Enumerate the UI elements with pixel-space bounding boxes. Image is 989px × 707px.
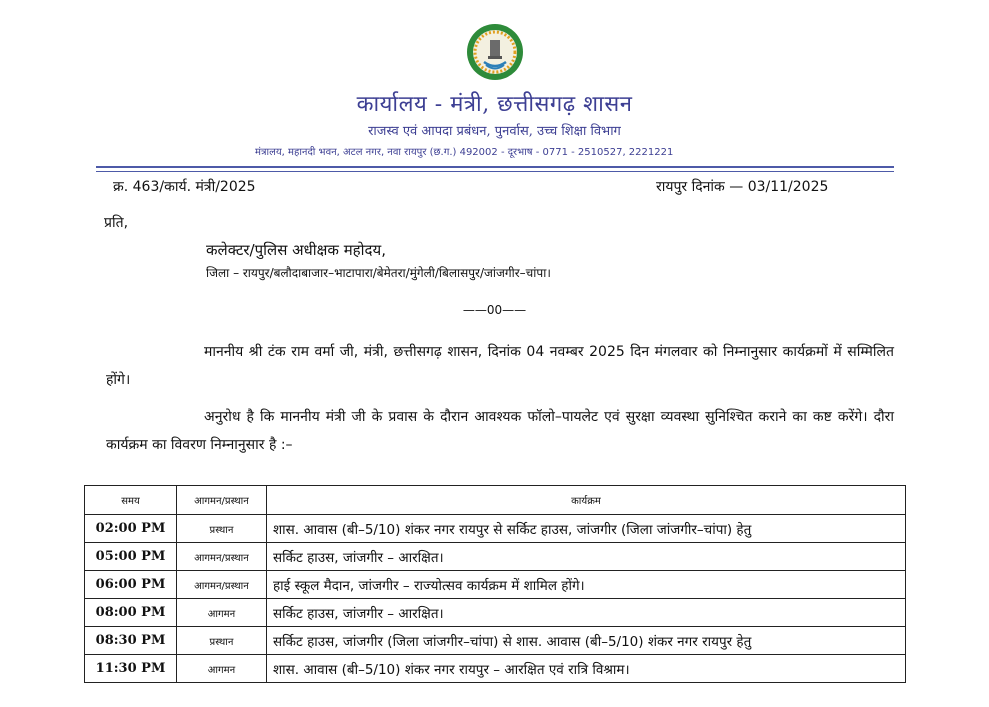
addressee: कलेक्टर/पुलिस अधीक्षक महोदय, xyxy=(206,241,386,259)
table-row xyxy=(85,515,906,543)
to-label: प्रति, xyxy=(104,215,129,231)
row-time: 02:00 PM xyxy=(85,515,177,543)
row-time: 11:30 PM xyxy=(85,655,177,683)
row-time: 06:00 PM xyxy=(85,571,177,599)
header-rule-thick xyxy=(96,166,894,168)
header-program: कार्यक्रम xyxy=(267,486,906,515)
row-program: सर्किट हाउस, जांजगीर – आरक्षित। xyxy=(267,543,906,571)
schedule-table xyxy=(84,485,906,683)
header-time: समय xyxy=(85,486,177,515)
row-type: प्रस्थान xyxy=(177,515,267,543)
row-type: प्रस्थान xyxy=(177,627,267,655)
chhattisgarh-emblem-icon xyxy=(466,22,524,82)
row-program: सर्किट हाउस, जांजगीर (जिला जांजगीर–चांपा) से शास. आवास (बी–5/10) शंकर नगर रायपुर हेतु xyxy=(267,627,906,655)
place-date: रायपुर दिनांक — 03/11/2025 xyxy=(656,179,829,195)
row-time: 05:00 PM xyxy=(85,543,177,571)
header-rule-thin xyxy=(96,171,894,172)
header-arrival-departure: आगमन/प्रस्थान xyxy=(177,486,267,515)
office-address: मंत्रालय, महानदी भवन, अटल नगर, नवा रायपुर (छ.ग.) 492002 - दूरभाष - 0771 - 2510527, 2221221 xyxy=(255,147,674,158)
table-row xyxy=(85,655,906,683)
row-type: आगमन xyxy=(177,655,267,683)
department-list: राजस्व एवं आपदा प्रबंधन, पुनर्वास, उच्च शिक्षा विभाग xyxy=(368,124,621,139)
row-program: हाई स्कूल मैदान, जांजगीर – राज्योत्सव कार्यक्रम में शामिल होंगे। xyxy=(267,571,906,599)
reference-number: क्र. 463/कार्य. मंत्री/2025 xyxy=(113,179,256,195)
row-program: सर्किट हाउस, जांजगीर – आरक्षित। xyxy=(267,599,906,627)
district-list: जिला – रायपुर/बलौदाबाजार–भाटापारा/बेमेतरा/मुंगेली/बिलासपुर/जांजगीर–चांपा। xyxy=(206,266,551,280)
row-type: आगमन/प्रस्थान xyxy=(177,543,267,571)
paragraph-request: अनुरोध है कि माननीय मंत्री जी के प्रवास के दौरान आवश्यक फॉलो–पायलेट एवं सुरक्षा व्यवस्था सुनिश्चित कराने का कष्ट करेंगे। दौरा कार्यक्रम का विवरण निम्नानुसार है :– xyxy=(106,409,894,453)
row-type: आगमन/प्रस्थान xyxy=(177,571,267,599)
table-row xyxy=(85,599,906,627)
row-type: आगमन xyxy=(177,599,267,627)
separator-mark: ——00—— xyxy=(462,303,527,317)
row-time: 08:30 PM xyxy=(85,627,177,655)
row-program: शास. आवास (बी–5/10) शंकर नगर रायपुर से सर्किट हाउस, जांजगीर (जिला जांजगीर–चांपा) हेतु xyxy=(267,515,906,543)
row-time: 08:00 PM xyxy=(85,599,177,627)
table-row xyxy=(85,543,906,571)
table-row xyxy=(85,571,906,599)
table-row xyxy=(85,627,906,655)
row-program: शास. आवास (बी–5/10) शंकर नगर रायपुर – आरक्षित एवं रात्रि विश्राम। xyxy=(267,655,906,683)
office-title: कार्यालय - मंत्री, छत्तीसगढ़ शासन xyxy=(356,92,633,117)
table-header-row xyxy=(85,486,906,515)
paragraph-intro: माननीय श्री टंक राम वर्मा जी, मंत्री, छत्तीसगढ़ शासन, दिनांक 04 नवम्बर 2025 दिन मंगलवार को निम्नानुसार कार्यक्रमों में सम्मिलित होंगे। xyxy=(106,344,894,388)
